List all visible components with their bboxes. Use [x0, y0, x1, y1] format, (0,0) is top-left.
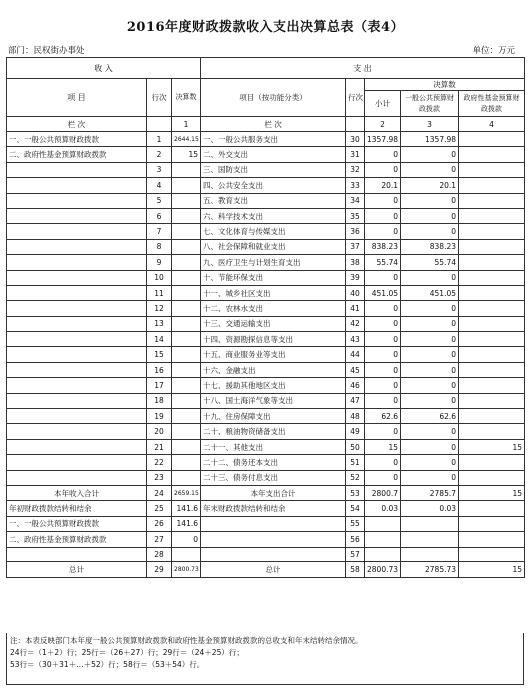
income-row-no-cell: 26 — [147, 516, 172, 531]
income-value-cell — [172, 424, 201, 439]
fund-budget-header: 政府性基金预算财政拨款 — [459, 91, 525, 117]
fund-budget-value-cell: 15 — [459, 561, 525, 577]
table-row — [7, 178, 525, 193]
expense-item-cell: 十四、资源勘探信息等支出 — [201, 332, 346, 347]
income-item-cell: 二、政府性基金预算财政拨款 — [7, 147, 147, 162]
fund-budget-value-cell — [459, 332, 525, 347]
expense-row-no-cell: 46 — [346, 378, 365, 393]
expense-item-cell: 总计 — [201, 561, 346, 577]
table-row — [7, 132, 525, 147]
fund-budget-value-cell — [459, 470, 525, 485]
general-budget-value-cell: 0 — [401, 162, 459, 177]
department-label: 部门：民权街办事处 — [8, 46, 85, 56]
income-item-cell — [7, 470, 147, 485]
general-budget-value-cell: 0 — [401, 224, 459, 239]
subtotal-header: 小计 — [365, 91, 401, 117]
general-budget-value-cell: 0 — [401, 470, 459, 485]
subtotal-value-cell: 0 — [365, 332, 401, 347]
income-value-cell — [172, 378, 201, 393]
expense-item-cell: 十三、交通运输支出 — [201, 316, 346, 331]
table-row — [7, 393, 525, 408]
table-row — [7, 239, 525, 254]
fund-budget-value-cell — [459, 270, 525, 285]
fund-budget-value-cell: 15 — [459, 485, 525, 500]
table-row — [7, 378, 525, 393]
income-item-cell — [7, 208, 147, 223]
general-budget-value-cell: 451.05 — [401, 285, 459, 300]
income-row-no-cell: 20 — [147, 424, 172, 439]
expense-final-group-header: 决算数 — [365, 79, 525, 91]
general-budget-value-cell: 62.6 — [401, 409, 459, 424]
table-row — [7, 224, 525, 239]
income-item-cell — [7, 332, 147, 347]
subtotal-value-cell: 0 — [365, 362, 401, 377]
income-row-no-cell: 6 — [147, 208, 172, 223]
table-row — [7, 561, 525, 577]
general-budget-value-cell: 0 — [401, 332, 459, 347]
subtotal-value-cell: 0 — [365, 208, 401, 223]
table-row — [7, 270, 525, 285]
general-budget-value-cell: 0 — [401, 316, 459, 331]
fund-budget-value-cell — [459, 347, 525, 362]
expense-row-no-cell: 37 — [346, 239, 365, 254]
expense-row-no-cell: 38 — [346, 255, 365, 270]
fund-budget-value-cell — [459, 239, 525, 254]
table-row — [7, 439, 525, 454]
income-item-cell: 总计 — [7, 561, 147, 577]
expense-row-no-cell: 48 — [346, 409, 365, 424]
income-item-cell — [7, 162, 147, 177]
expense-row-no-cell: 31 — [346, 147, 365, 162]
income-item-cell — [7, 285, 147, 300]
income-value-cell: 2659.15 — [172, 485, 201, 500]
income-item-cell — [7, 378, 147, 393]
subtotal-value-cell — [365, 547, 401, 561]
income-row-no-cell: 14 — [147, 332, 172, 347]
expense-label-row-title: 栏 次 — [201, 117, 346, 132]
income-item-cell: 一、一般公共预算财政拨款 — [7, 132, 147, 147]
general-budget-value-cell: 0 — [401, 147, 459, 162]
subtotal-value-cell: 0 — [365, 470, 401, 485]
table-row — [7, 532, 525, 547]
table-row — [7, 455, 525, 470]
table-row — [7, 301, 525, 316]
income-value-cell — [172, 332, 201, 347]
income-row-no-cell: 1 — [147, 132, 172, 147]
expense-item-cell: 二十三、债务付息支出 — [201, 470, 346, 485]
table-row — [7, 193, 525, 208]
expense-item-cell: 九、医疗卫生与计划生育支出 — [201, 255, 346, 270]
table-row — [7, 255, 525, 270]
subtotal-value-cell: 0 — [365, 193, 401, 208]
income-value-cell — [172, 301, 201, 316]
subtotal-value-cell: 62.6 — [365, 409, 401, 424]
income-value-cell — [172, 470, 201, 485]
fund-budget-value-cell — [459, 193, 525, 208]
general-budget-value-cell: 2785.7 — [401, 485, 459, 500]
income-item-cell: 本年收入合计 — [7, 485, 147, 500]
expense-row-no-header: 行次 — [346, 79, 365, 117]
general-budget-value-cell: 0 — [401, 208, 459, 223]
income-item-cell — [7, 455, 147, 470]
table-row — [7, 485, 525, 500]
expense-item-header: 项目（按功能分类） — [201, 79, 346, 117]
fund-budget-value-cell — [459, 455, 525, 470]
income-row-no-cell: 23 — [147, 470, 172, 485]
general-budget-value-cell — [401, 532, 459, 547]
expense-row-no-cell: 33 — [346, 178, 365, 193]
income-value-cell — [172, 208, 201, 223]
general-budget-value-cell: 0 — [401, 439, 459, 454]
income-item-cell — [7, 239, 147, 254]
table-row — [7, 162, 525, 177]
expense-item-cell — [201, 547, 346, 561]
income-value-cell: 2644.15 — [172, 132, 201, 147]
subtotal-value-cell: 2800.7 — [365, 485, 401, 500]
income-item-cell — [7, 424, 147, 439]
fund-budget-value-cell — [459, 178, 525, 193]
table-row — [7, 516, 525, 531]
expense-row-no-cell: 40 — [346, 285, 365, 300]
expense-item-cell: 二十一、其他支出 — [201, 439, 346, 454]
fund-budget-value-cell — [459, 301, 525, 316]
expense-row-no-cell: 58 — [346, 561, 365, 577]
expense-item-cell: 十一、城乡社区支出 — [201, 285, 346, 300]
income-value-cell — [172, 362, 201, 377]
income-row-no-cell: 9 — [147, 255, 172, 270]
income-row-no-cell: 29 — [147, 561, 172, 577]
income-row-no-cell: 7 — [147, 224, 172, 239]
income-row-no-cell: 19 — [147, 409, 172, 424]
income-item-cell — [7, 301, 147, 316]
income-row-no-cell: 21 — [147, 439, 172, 454]
expense-item-cell: 一、一般公共服务支出 — [201, 132, 346, 147]
fund-budget-value-cell — [459, 316, 525, 331]
income-row-no-cell: 8 — [147, 239, 172, 254]
table-row — [7, 285, 525, 300]
income-item-cell — [7, 393, 147, 408]
subtotal-value-cell: 0 — [365, 393, 401, 408]
table-row — [7, 409, 525, 424]
expense-row-no-cell: 50 — [346, 439, 365, 454]
expense-item-cell: 四、公共安全支出 — [201, 178, 346, 193]
subtotal-value-cell: 0.03 — [365, 501, 401, 516]
expense-row-no-cell: 55 — [346, 516, 365, 531]
income-value-cell — [172, 224, 201, 239]
expense-item-cell: 八、社会保障和就业支出 — [201, 239, 346, 254]
income-item-cell — [7, 439, 147, 454]
expense-row-no-cell: 57 — [346, 547, 365, 561]
income-row-no-cell: 11 — [147, 285, 172, 300]
expense-item-cell: 三、国防支出 — [201, 162, 346, 177]
table-row — [7, 424, 525, 439]
income-row-no-cell: 22 — [147, 455, 172, 470]
subtotal-value-cell: 0 — [365, 378, 401, 393]
expense-item-cell: 二十、粮油物资储备支出 — [201, 424, 346, 439]
expense-item-cell: 六、科学技术支出 — [201, 208, 346, 223]
income-row-no-cell: 16 — [147, 362, 172, 377]
income-col-1-label: 1 — [172, 117, 201, 132]
general-budget-value-cell: 55.74 — [401, 255, 459, 270]
fund-budget-value-cell — [459, 393, 525, 408]
note-line: 24行＝（1＋2）行；25行＝（26＋27）行；29行＝（24＋25）行； — [10, 648, 244, 657]
col-3-label: 3 — [401, 117, 459, 132]
expense-item-cell: 五、教育支出 — [201, 193, 346, 208]
subtotal-value-cell: 15 — [365, 439, 401, 454]
expense-row-no-cell: 49 — [346, 424, 365, 439]
fund-budget-value-cell — [459, 362, 525, 377]
income-row-no-cell: 28 — [147, 547, 172, 561]
income-value-cell: 15 — [172, 147, 201, 162]
income-value-cell — [172, 547, 201, 561]
income-row-no-cell: 27 — [147, 532, 172, 547]
subtotal-value-cell: 838.23 — [365, 239, 401, 254]
income-value-cell — [172, 193, 201, 208]
expense-label-row-blank — [346, 117, 365, 132]
fund-budget-value-cell — [459, 547, 525, 561]
income-item-cell: 年初财政拨款结转和结余 — [7, 501, 147, 516]
fund-budget-value-cell — [459, 378, 525, 393]
income-row-no-cell: 10 — [147, 270, 172, 285]
general-budget-value-cell: 838.23 — [401, 239, 459, 254]
general-budget-value-cell: 0 — [401, 455, 459, 470]
income-value-cell: 141.6 — [172, 501, 201, 516]
expense-item-cell: 十七、援助其他地区支出 — [201, 378, 346, 393]
expense-row-no-cell: 36 — [346, 224, 365, 239]
general-budget-value-cell: 0 — [401, 270, 459, 285]
income-row-no-cell: 13 — [147, 316, 172, 331]
subtotal-value-cell: 0 — [365, 147, 401, 162]
expense-item-cell: 二、外交支出 — [201, 147, 346, 162]
expense-row-no-cell: 51 — [346, 455, 365, 470]
expense-item-cell — [201, 516, 346, 531]
expense-item-cell: 年末财政拨款结转和结余 — [201, 501, 346, 516]
fund-budget-value-cell — [459, 132, 525, 147]
table-row — [7, 332, 525, 347]
income-value-cell — [172, 455, 201, 470]
expense-item-cell — [201, 532, 346, 547]
table-row — [7, 362, 525, 377]
table-row — [7, 347, 525, 362]
expense-item-cell: 十九、住房保障支出 — [201, 409, 346, 424]
fund-budget-value-cell — [459, 501, 525, 516]
expense-row-no-cell: 39 — [346, 270, 365, 285]
income-row-no-cell: 2 — [147, 147, 172, 162]
income-row-no-cell: 24 — [147, 485, 172, 500]
table-row — [7, 147, 525, 162]
expense-row-no-cell: 30 — [346, 132, 365, 147]
income-value-cell — [172, 393, 201, 408]
col-2-label: 2 — [365, 117, 401, 132]
expense-row-no-cell: 32 — [346, 162, 365, 177]
finance-table — [6, 57, 525, 578]
fund-budget-value-cell — [459, 409, 525, 424]
expense-item-cell: 十六、金融支出 — [201, 362, 346, 377]
income-item-cell — [7, 362, 147, 377]
income-label-row-title: 栏 次 — [7, 117, 147, 132]
subtotal-value-cell: 0 — [365, 316, 401, 331]
subtotal-value-cell: 55.74 — [365, 255, 401, 270]
income-value-cell — [172, 178, 201, 193]
income-value-cell — [172, 409, 201, 424]
expense-row-no-cell: 47 — [346, 393, 365, 408]
general-budget-value-cell: 0 — [401, 301, 459, 316]
expense-row-no-cell: 53 — [346, 485, 365, 500]
expense-row-no-cell: 45 — [346, 362, 365, 377]
expense-row-no-cell: 52 — [346, 470, 365, 485]
expense-row-no-cell: 34 — [346, 193, 365, 208]
income-item-cell — [7, 193, 147, 208]
income-value-cell — [172, 316, 201, 331]
income-item-cell — [7, 409, 147, 424]
expense-item-cell: 二十二、债务还本支出 — [201, 455, 346, 470]
expense-item-cell: 十八、国土海洋气象等支出 — [201, 393, 346, 408]
col-4-label: 4 — [459, 117, 525, 132]
table-row — [7, 547, 525, 561]
subtotal-value-cell: 20.1 — [365, 178, 401, 193]
fund-budget-value-cell — [459, 255, 525, 270]
expense-row-no-cell: 54 — [346, 501, 365, 516]
table-row — [7, 470, 525, 485]
expense-row-no-cell: 42 — [346, 316, 365, 331]
general-budget-value-cell: 0 — [401, 378, 459, 393]
income-group-header: 收 入 — [7, 58, 201, 79]
subtotal-value-cell: 1357.98 — [365, 132, 401, 147]
income-row-no-cell: 12 — [147, 301, 172, 316]
income-value-cell: 141.6 — [172, 516, 201, 531]
subtotal-value-cell: 0 — [365, 301, 401, 316]
income-item-cell: 一、一般公共预算财政拨款 — [7, 516, 147, 531]
income-row-no-cell: 18 — [147, 393, 172, 408]
income-value-cell: 2800.73 — [172, 561, 201, 577]
subtotal-value-cell — [365, 532, 401, 547]
expense-row-no-cell: 44 — [346, 347, 365, 362]
unit-label: 单位：万元 — [472, 46, 515, 56]
subtotal-value-cell: 0 — [365, 270, 401, 285]
expense-item-cell: 十五、商业服务业等支出 — [201, 347, 346, 362]
subtotal-value-cell: 0 — [365, 347, 401, 362]
subtotal-value-cell: 0 — [365, 162, 401, 177]
income-value-cell — [172, 347, 201, 362]
income-row-no-cell: 5 — [147, 193, 172, 208]
note-line: 注：本表反映部门本年度一般公共预算财政拨款和政府性基金预算财政拨款的总收支和年末结转结余情况。 — [10, 636, 363, 645]
table-row — [7, 316, 525, 331]
subtotal-value-cell — [365, 516, 401, 531]
income-value-cell — [172, 255, 201, 270]
subtotal-value-cell: 0 — [365, 455, 401, 470]
income-value-cell — [172, 439, 201, 454]
income-item-cell — [7, 547, 147, 561]
general-budget-value-cell: 0 — [401, 362, 459, 377]
fund-budget-value-cell — [459, 147, 525, 162]
table-row — [7, 501, 525, 516]
subtotal-value-cell: 0 — [365, 424, 401, 439]
income-row-no-cell: 3 — [147, 162, 172, 177]
expense-row-no-cell: 43 — [346, 332, 365, 347]
general-budget-value-cell: 0 — [401, 347, 459, 362]
expense-item-cell: 十二、农林水支出 — [201, 301, 346, 316]
income-value-cell — [172, 270, 201, 285]
general-budget-value-cell: 2785.73 — [401, 561, 459, 577]
income-item-cell — [7, 224, 147, 239]
income-row-no-cell: 17 — [147, 378, 172, 393]
general-budget-header: 一般公共预算财政拨款 — [401, 91, 459, 117]
income-row-no-cell: 15 — [147, 347, 172, 362]
general-budget-value-cell — [401, 547, 459, 561]
expense-row-no-cell: 56 — [346, 532, 365, 547]
expense-row-no-cell: 35 — [346, 208, 365, 223]
expense-item-cell: 十、节能环保支出 — [201, 270, 346, 285]
income-item-cell — [7, 316, 147, 331]
table-row — [7, 208, 525, 223]
income-row-no-cell: 4 — [147, 178, 172, 193]
fund-budget-value-cell — [459, 532, 525, 547]
income-value-cell — [172, 162, 201, 177]
fund-budget-value-cell — [459, 224, 525, 239]
income-item-cell — [7, 255, 147, 270]
general-budget-value-cell: 20.1 — [401, 178, 459, 193]
fund-budget-value-cell — [459, 162, 525, 177]
subtotal-value-cell: 451.05 — [365, 285, 401, 300]
general-budget-value-cell — [401, 516, 459, 531]
expense-item-cell: 七、文化体育与传媒支出 — [201, 224, 346, 239]
fund-budget-value-cell: 15 — [459, 439, 525, 454]
income-item-cell — [7, 178, 147, 193]
income-row-no-cell: 25 — [147, 501, 172, 516]
income-label-row-blank — [147, 117, 172, 132]
fund-budget-value-cell — [459, 424, 525, 439]
income-value-cell: 0 — [172, 532, 201, 547]
note-line: 53行＝（30＋31＋…＋52）行；58行＝（53＋54）行。 — [10, 660, 205, 669]
income-value-cell — [172, 239, 201, 254]
fund-budget-value-cell — [459, 516, 525, 531]
income-item-cell — [7, 347, 147, 362]
income-item-cell: 二、政府性基金预算财政拨款 — [7, 532, 147, 547]
income-item-cell — [7, 270, 147, 285]
fund-budget-value-cell — [459, 285, 525, 300]
income-value-cell — [172, 285, 201, 300]
expense-row-no-cell: 41 — [346, 301, 365, 316]
report-title: 2016年度财政拨款收入支出决算总表（表4） — [126, 20, 405, 35]
general-budget-value-cell: 0 — [401, 424, 459, 439]
general-budget-value-cell: 0.03 — [401, 501, 459, 516]
fund-budget-value-cell — [459, 208, 525, 223]
notes-box — [6, 633, 524, 685]
income-item-header: 项 目 — [7, 79, 147, 117]
income-row-no-header: 行次 — [147, 79, 172, 117]
expense-item-cell: 本年支出合计 — [201, 485, 346, 500]
subtotal-value-cell: 0 — [365, 224, 401, 239]
general-budget-value-cell: 0 — [401, 393, 459, 408]
income-final-header: 决算数 — [172, 79, 201, 117]
general-budget-value-cell: 1357.98 — [401, 132, 459, 147]
expense-group-header: 支 出 — [201, 58, 525, 79]
subtotal-value-cell: 2800.73 — [365, 561, 401, 577]
general-budget-value-cell: 0 — [401, 193, 459, 208]
